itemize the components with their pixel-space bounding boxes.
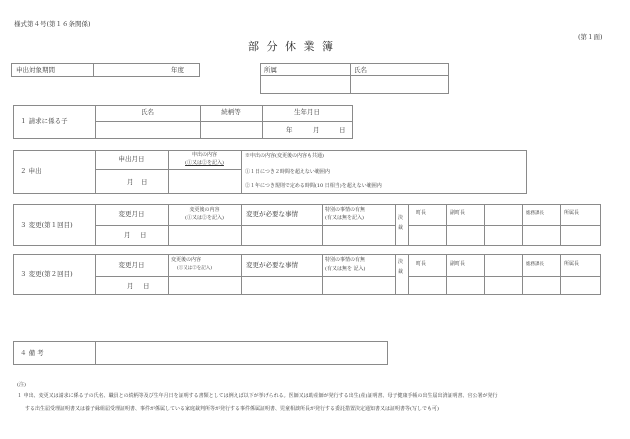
notes-line-2: する出生届受理証明書又は養子縁組届受理証明書、事件が係属している家庭裁判所等が発行する事件係属証明書、児童相談所長が発行する委託措置決定通知書又は証明書等(写しでも可) <box>25 406 439 412</box>
section3b-label: ３ 変更(第２回目) <box>20 270 73 278</box>
period-label: 申出対象期間 <box>16 66 55 74</box>
change2-content-header: 変更後の内容 <box>171 257 202 263</box>
change1-reason-header: 変更が必要な事情 <box>246 210 298 218</box>
change2-approver-mayor: 町長 <box>416 261 427 267</box>
form-number-label: 様式第４号(第１６条関係) <box>14 20 91 28</box>
change2-decision-char-2: 裁 <box>398 269 404 275</box>
request-month-label: 月 <box>127 178 134 186</box>
change1-special-input[interactable] <box>323 226 394 245</box>
request-note-option-1: ①１日につき２時間を超えない範囲内 <box>245 169 330 175</box>
dept-label: 所属 <box>264 66 277 74</box>
request-content-subheader: (①又は②を記入) <box>185 160 224 166</box>
change2-content-subheader: (①又は②を記入) <box>177 266 213 271</box>
change1-special-header: 特別の事情の有無 <box>325 207 366 213</box>
change2-approver-deputy-mayor: 副町長 <box>450 261 466 267</box>
notes-heading: (注) <box>17 382 26 388</box>
change1-content-subheader: (①又は②を記入) <box>185 215 224 221</box>
birth-day-label: 日 <box>339 126 346 134</box>
change1-approver-general-affairs: 総務課長 <box>526 211 544 216</box>
change2-decision-char-1: 決 <box>398 259 404 265</box>
request-content-header: 申出の内容 <box>191 152 217 158</box>
change1-month-label: 月 <box>124 231 131 239</box>
change2-special-header: 特別の事情の有無 <box>325 257 366 263</box>
change2-content-input[interactable] <box>169 277 240 294</box>
change1-special-subheader: (有又は無を記入) <box>325 215 364 221</box>
change1-approver-deputy-mayor: 副町長 <box>450 210 466 216</box>
request-content-input[interactable] <box>169 170 240 193</box>
request-date-header: 申出月日 <box>118 155 145 163</box>
change1-reason-input[interactable] <box>242 226 321 245</box>
change1-date-header: 変更月日 <box>118 210 145 218</box>
change1-day-label: 日 <box>140 231 147 239</box>
section3a-label: ３ 変更(第１回目) <box>20 221 73 229</box>
page-title: 部 分 休 業 簿 <box>248 40 335 53</box>
request-note-title: ※申出の内容(変更後の内容も共通) <box>245 153 324 159</box>
notes-line-1: １ 申出、変更又は請求に係る子の氏名、職員との続柄等及び生年月日を証明する書類としては例えば以下が挙げられる。医師又は助産師が発行する出生(産)証明書、母子健康手帳の出生届出済証明書、官公署が発行 <box>17 393 498 399</box>
change2-special-subheader: (有又は無を 記入) <box>325 266 366 272</box>
birth-month-label: 月 <box>313 126 320 134</box>
change1-decision-char-2: 裁 <box>398 225 404 231</box>
child-relation-header: 続柄等 <box>221 108 241 116</box>
change2-reason-input[interactable] <box>242 277 321 294</box>
name-input[interactable] <box>351 76 448 93</box>
child-name-header: 氏名 <box>141 108 154 116</box>
change2-approver-general-affairs: 総務課長 <box>526 262 544 267</box>
change2-day-label: 日 <box>143 282 150 290</box>
request-day-label: 日 <box>141 178 148 186</box>
dept-input[interactable] <box>261 76 349 93</box>
child-relation-input[interactable] <box>201 122 261 138</box>
section4-label: ４ 備 考 <box>20 349 44 357</box>
change2-approver-dept-head: 所属長 <box>564 261 580 267</box>
name-label: 氏名 <box>354 66 367 74</box>
change2-date-header: 変更月日 <box>118 261 145 269</box>
child-name-input[interactable] <box>96 122 199 138</box>
child-birth-header: 生年月日 <box>294 108 320 116</box>
change2-special-input[interactable] <box>323 277 394 294</box>
request-note-option-2: ②１年につき規則で定める時間(10 日相当)を超えない範囲内 <box>245 183 382 189</box>
change1-approver-dept-head: 所属長 <box>564 210 580 216</box>
change1-content-input[interactable] <box>169 226 240 245</box>
birth-year-label: 年 <box>286 126 293 134</box>
change1-content-header: 変更後の内容 <box>189 207 220 213</box>
change1-decision-char-1: 決 <box>398 215 404 221</box>
change2-month-label: 月 <box>127 282 134 290</box>
section1-label: １ 請求に係る子 <box>20 117 68 125</box>
period-suffix: 年度 <box>171 66 184 74</box>
change1-approver-mayor: 町長 <box>416 210 427 216</box>
section2-label: ２ 申出 <box>20 167 42 175</box>
change2-reason-header: 変更が必要な事情 <box>246 261 298 269</box>
page-number-label: (第１面) <box>578 33 603 41</box>
remarks-input[interactable] <box>96 342 387 364</box>
